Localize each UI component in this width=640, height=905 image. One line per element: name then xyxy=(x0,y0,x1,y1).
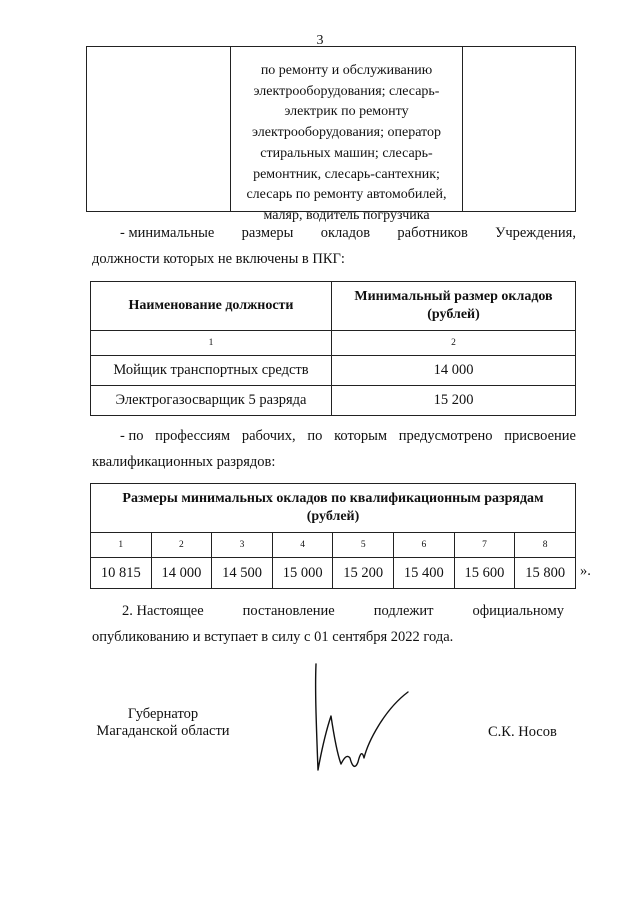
page-number: 3 xyxy=(316,33,324,48)
grade-number: 3 xyxy=(212,533,273,558)
grade-number: 1 xyxy=(91,533,152,558)
paragraph-line: опубликованию и вступает в силу с 01 сентября 2022 года. xyxy=(92,629,454,645)
profession-line: электрооборудования; оператор xyxy=(252,125,441,141)
qualification-grades-table xyxy=(90,483,576,589)
paragraph-qualification-intro xyxy=(92,423,576,475)
grade-salary: 15 600 xyxy=(454,558,515,589)
closing-quote: ». xyxy=(580,563,591,579)
grade-number: 8 xyxy=(515,533,576,558)
profession-line: стиральных машин; слесарь- xyxy=(260,145,433,161)
grade-salary: 10 815 xyxy=(91,558,152,589)
paragraph-line: должности которых не включены в ПКГ: xyxy=(92,251,345,267)
grade-salary: 14 000 xyxy=(151,558,212,589)
handwritten-signature xyxy=(300,658,420,783)
column-number: 1 xyxy=(91,331,332,356)
grade-salary: 15 400 xyxy=(394,558,455,589)
profession-line: по ремонту и обслуживанию xyxy=(260,63,433,78)
signatory-title xyxy=(88,706,238,740)
paragraph-line: - минимальные размеры окладов работников Учреждения, xyxy=(120,225,576,241)
signatory-position: Губернатор xyxy=(127,706,199,722)
profession-line: электрооборудования; слесарь- xyxy=(253,83,440,99)
grade-number: 4 xyxy=(272,533,333,558)
table-header-position: Наименование должности xyxy=(91,282,332,331)
profession-line: слесарь по ремонту автомобилей, xyxy=(246,187,447,203)
grade-salary: 15 000 xyxy=(272,558,333,589)
table-row xyxy=(91,386,576,416)
table-header-salary: Минимальный размер окладов (рублей) xyxy=(332,282,576,331)
profession-line: маляр, водитель погрузчика xyxy=(263,207,430,223)
position-name: Электрогазосварщик 5 разряда xyxy=(91,386,332,416)
grade-number: 6 xyxy=(394,533,455,558)
grades-table-title: Размеры минимальных окладов по квалификационным разрядам (рублей) xyxy=(91,484,576,533)
grade-salary: 15 200 xyxy=(333,558,394,589)
grade-number: 2 xyxy=(151,533,212,558)
paragraph-line: - по профессиям рабочих, по которым предусмотрено присвоение xyxy=(120,428,576,444)
table-row xyxy=(91,558,576,589)
grade-salary: 14 500 xyxy=(212,558,273,589)
profession-line: ремонтник, слесарь-сантехник; xyxy=(253,166,440,182)
continuation-cell-professions xyxy=(231,47,463,223)
grade-salary: 15 800 xyxy=(515,558,576,589)
continuation-cell-empty-left xyxy=(87,47,231,211)
table-row xyxy=(91,356,576,386)
positions-salary-table xyxy=(90,281,576,416)
paragraph-line: квалификационных разрядов: xyxy=(92,454,276,470)
continuation-table xyxy=(86,46,576,223)
profession-line: электрик по ремонту xyxy=(284,104,409,120)
position-salary: 15 200 xyxy=(332,386,576,416)
column-number: 2 xyxy=(332,331,576,356)
paragraph-line: 2. Настоящее постановление подлежит официальному xyxy=(122,603,564,619)
signatory-name: С.К. Носов xyxy=(488,724,557,740)
signatory-region: Магаданской области xyxy=(96,723,230,739)
position-salary: 14 000 xyxy=(332,356,576,386)
position-name: Мойщик транспортных средств xyxy=(91,356,332,386)
paragraph-min-salaries-intro xyxy=(92,220,576,272)
paragraph-publication xyxy=(92,598,564,650)
grade-number: 7 xyxy=(454,533,515,558)
grade-number: 5 xyxy=(333,533,394,558)
